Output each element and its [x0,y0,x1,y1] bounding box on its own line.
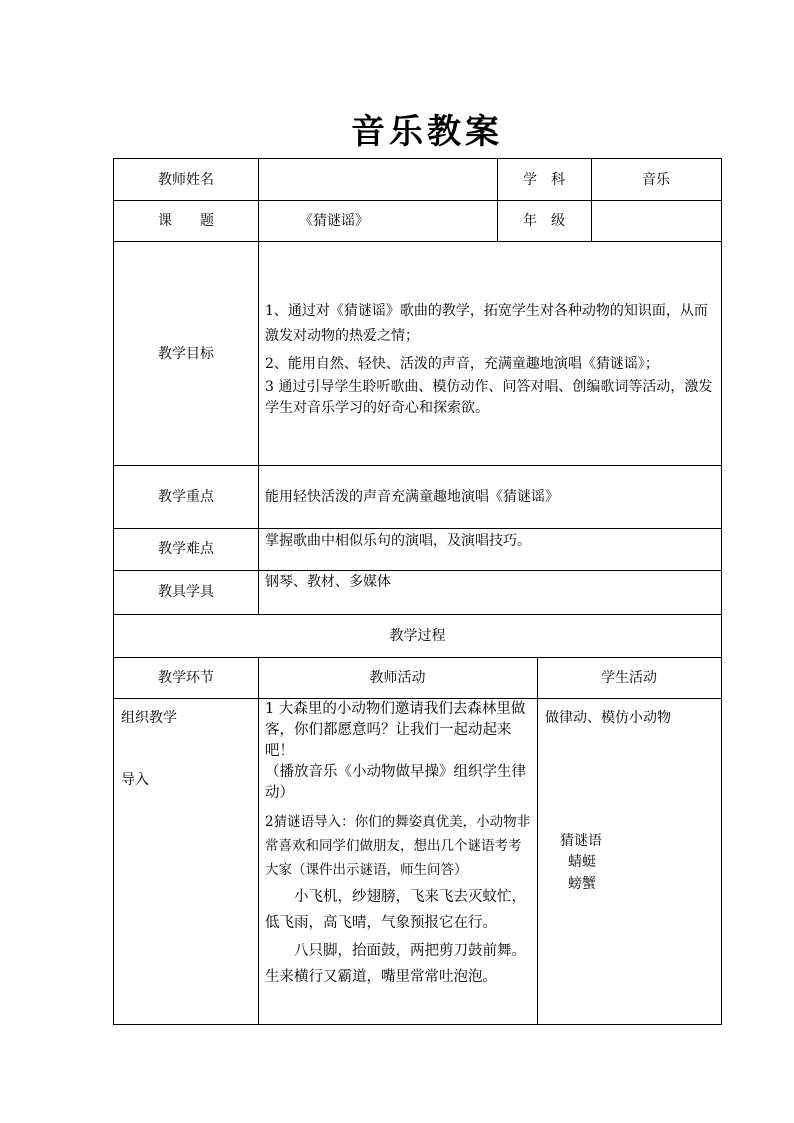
key-points-value: 能用轻快活泼的声音充满童趣地演唱《猜谜谣》 [265,489,559,505]
riddle: 八只脚，抬面鼓，两把剪刀鼓前舞。生来横行又霸道，嘴里常常吐泡泡。 [265,943,526,985]
tools-label: 教具学具 [158,584,214,600]
difficulties-label: 教学难点 [158,541,214,557]
objective-item: 1、通过对《猜谜谣》歌曲的教学，拓宽学生对各种动物的知识面，从而激发对动物的热爱之情； [265,303,708,344]
objectives-label: 教学目标 [158,346,214,362]
subject-value: 音乐 [642,172,670,188]
grade-label: 年 级 [523,213,565,229]
riddle-answer: 螃蟹 [568,876,596,892]
lesson-value: 《猜谜谣》 [299,213,369,229]
difficulties-value: 掌握歌曲中相似乐句的演唱，及演唱技巧。 [265,533,531,549]
student-activity-1: 做律动、模仿小动物 [545,710,671,726]
student-activity-header: 学生活动 [601,670,657,686]
lesson-label: 课 题 [158,213,214,229]
key-points-label: 教学重点 [158,489,214,505]
riddle: 小飞机，纱翅膀，飞来飞去灭蚊忙，低飞雨，高飞晴，气象预报它在行。 [265,889,526,931]
teacher-step: （播放音乐《小动物做早操》组织学生律动） [265,764,526,801]
teacher-activity-content [265,699,533,990]
teacher-activity-header: 教师活动 [369,670,426,686]
subject-label: 学 科 [523,172,565,188]
teacher-name-label: 教师姓名 [158,172,214,188]
teacher-step: 1 大森里的小动物们邀请我们去森林里做客，你们都愿意吗？让我们一起动起来吧！ [265,701,526,759]
stage-intro: 导入 [121,772,149,788]
student-activity-2: 猜谜语 [560,833,602,849]
tools-value: 钢琴、教材、多媒体 [265,574,391,590]
lesson-plan-table [113,158,722,1025]
objectives-content [265,299,717,419]
page-title: 音乐教案 [351,112,503,152]
objective-item: 3 通过引导学生聆听歌曲、模仿动作、问答对唱、创编歌词等活动，激发学生对音乐学习的好奇心和探索欲。 [265,379,713,416]
objective-item: 2、能用自然、轻快、活泼的声音，充满童趣地演唱《猜谜谣》； [265,356,659,372]
stage-organize: 组织教学 [121,710,177,726]
process-heading: 教学过程 [389,628,446,644]
stage-header: 教学环节 [158,670,214,686]
riddle-answer: 蜻蜓 [568,854,596,870]
teacher-step: 2猜谜语导入：你们的舞姿真优美，小动物非常喜欢和同学们做朋友，想出几个谜语考考大家（课件出示谜语，师生问答） [265,814,531,878]
